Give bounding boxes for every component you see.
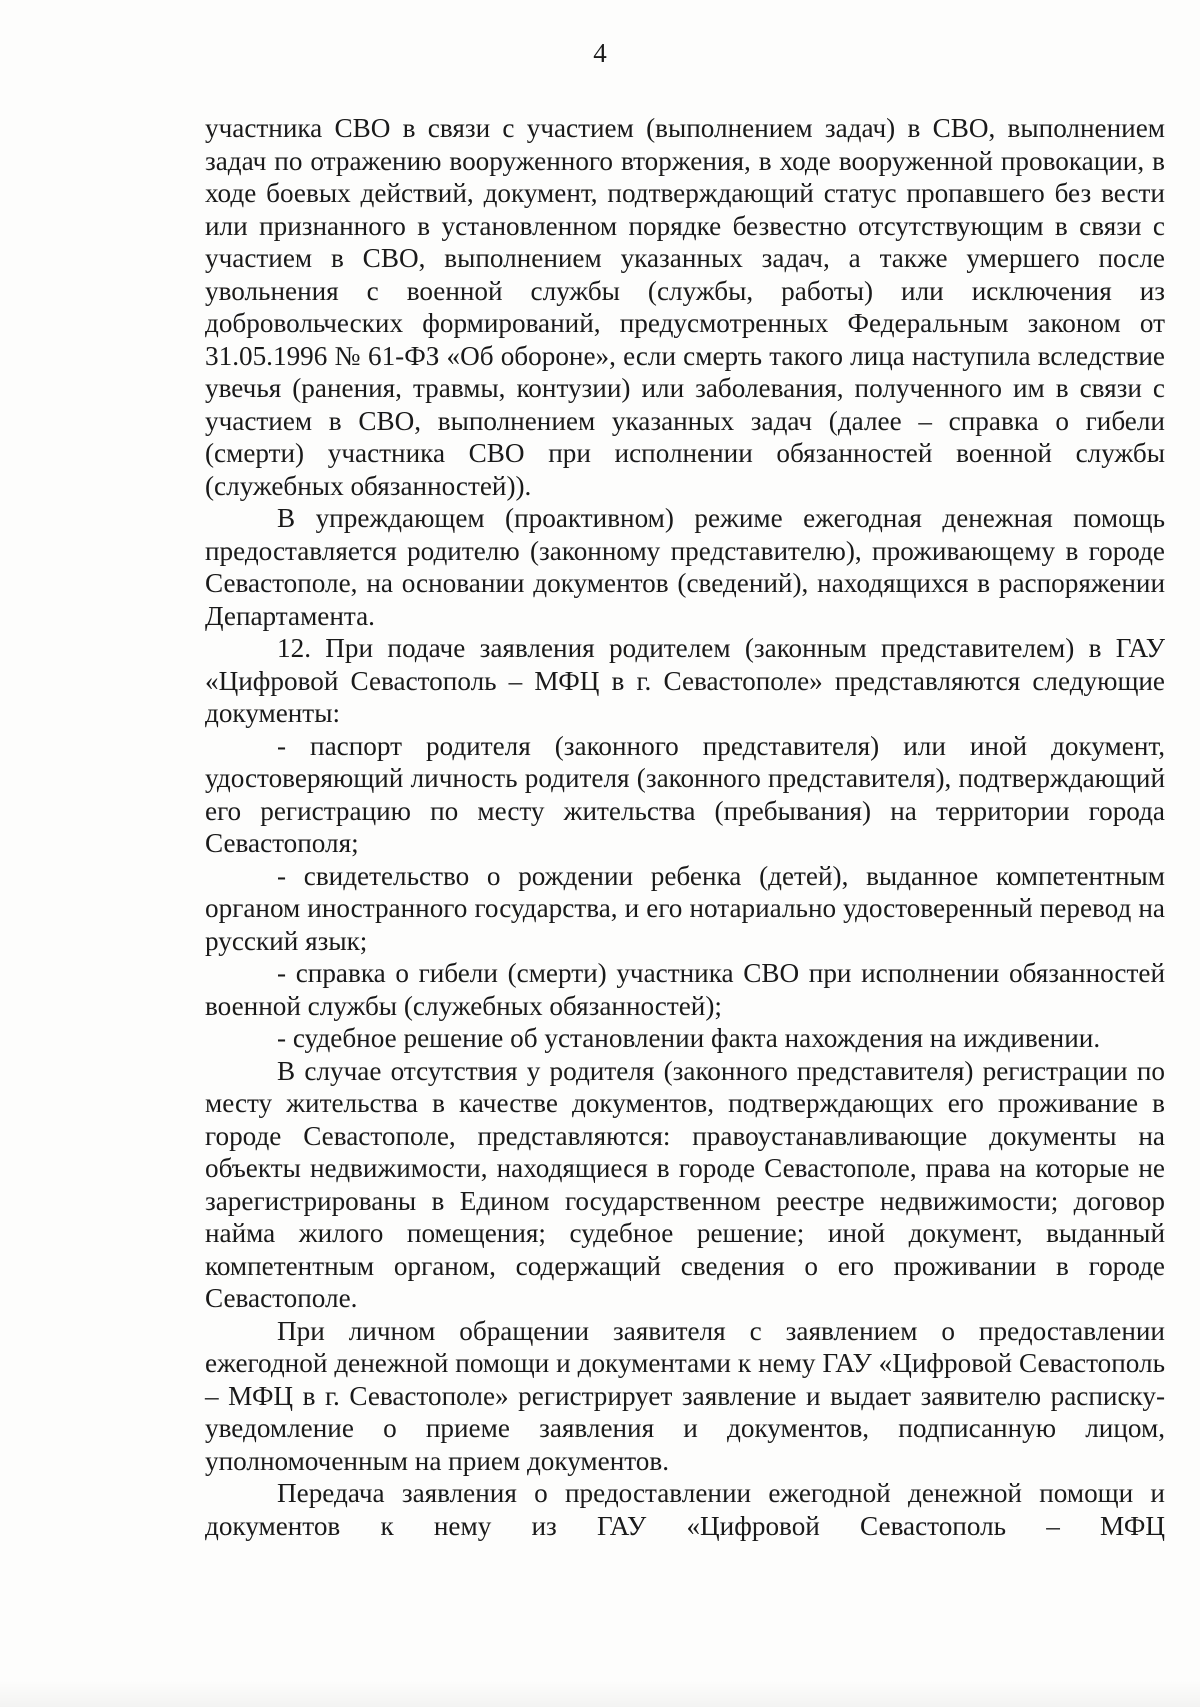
paragraph-personal-application: При личном обращении заявителя с заявлением о предоставлении ежегодной денежной помощи и документами к нему ГАУ «Цифровой Севастополь – МФЦ в г. Севастополе» регистрирует заявление и выдает заявителю расписку-уведомление о приеме заявления и документов, подписанную лицом, уполномоченным на прием документов. bbox=[205, 1315, 1165, 1476]
page-number: 4 bbox=[593, 38, 607, 68]
scan-bottom-edge bbox=[0, 1680, 1200, 1707]
document-body bbox=[205, 112, 1165, 1542]
list-item-birth-certificate: - свидетельство о рождении ребенка (детей), выданное компетентным органом иностранного государства, и его нотариально удостоверенный перевод на русский язык; bbox=[205, 860, 1165, 956]
paragraph-no-registration: В случае отсутствия у родителя (законного представителя) регистрации по месту жительства в качестве документов, подтверждающих его проживание в городе Севастополе, представляются: правоустанавливающие документы на объекты недвижимости, находящиеся в городе Севастополе, права на которые не зарегистрированы в Едином государственном реестре недвижимости; договор найма жилого помещения; судебное решение; иной документ, выданный компетентным органом, содержащий сведения о его проживании в городе Севастополе. bbox=[205, 1055, 1165, 1313]
paragraph-transfer: Передача заявления о предоставлении ежегодной денежной помощи и документов к нему из ГАУ «Цифровой Севастополь – МФЦ bbox=[205, 1478, 1165, 1541]
paragraph-item-12: 12. При подаче заявления родителем (законным представителем) в ГАУ «Цифровой Севастополь – МФЦ в г. Севастополе» представляются следующие документы: bbox=[205, 633, 1165, 728]
list-item-passport: - паспорт родителя (законного представителя) или иной документ, удостоверяющий личность родителя (законного представителя), подтверждающий его регистрацию по месту жительства (пребывания) на территории города Севастополя; bbox=[205, 730, 1165, 858]
paragraph-continuation: участника СВО в связи с участием (выполнением задач) в СВО, выполнением задач по отражению вооруженного вторжения, в ходе вооруженной провокации, в ходе боевых действий, документ, подтверждающий статус пропавшего без вести или признанного в установленном порядке безвестно отсутствующим в связи с участием в СВО, выполнением указанных задач, а также умершего после увольнения с военной службы (службы, работы) или исключения из добровольческих формирований, предусмотренных Федеральным законом от 31.05.1996 № 61-ФЗ «Об обороне», если смерть такого лица наступила вследствие увечья (ранения, травмы, контузии) или заболевания, полученного им в связи с участием в СВО, выполнением указанных задач (далее – справка о гибели (смерти) участника СВО при исполнении обязанностей военной службы (служебных обязанностей)). bbox=[205, 113, 1165, 501]
paragraph-proactive-mode: В упреждающем (проактивном) режиме ежегодная денежная помощь предоставляется родителю (законному представителю), проживающему в городе Севастополе, на основании документов (сведений), находящихся в распоряжении Департамента. bbox=[205, 503, 1165, 631]
list-item-court-decision: - судебное решение об установлении факта нахождения на иждивении. bbox=[277, 1023, 1101, 1053]
list-item-death-certificate: - справка о гибели (смерти) участника СВО при исполнении обязанностей военной службы (служебных обязанностей); bbox=[205, 958, 1165, 1021]
